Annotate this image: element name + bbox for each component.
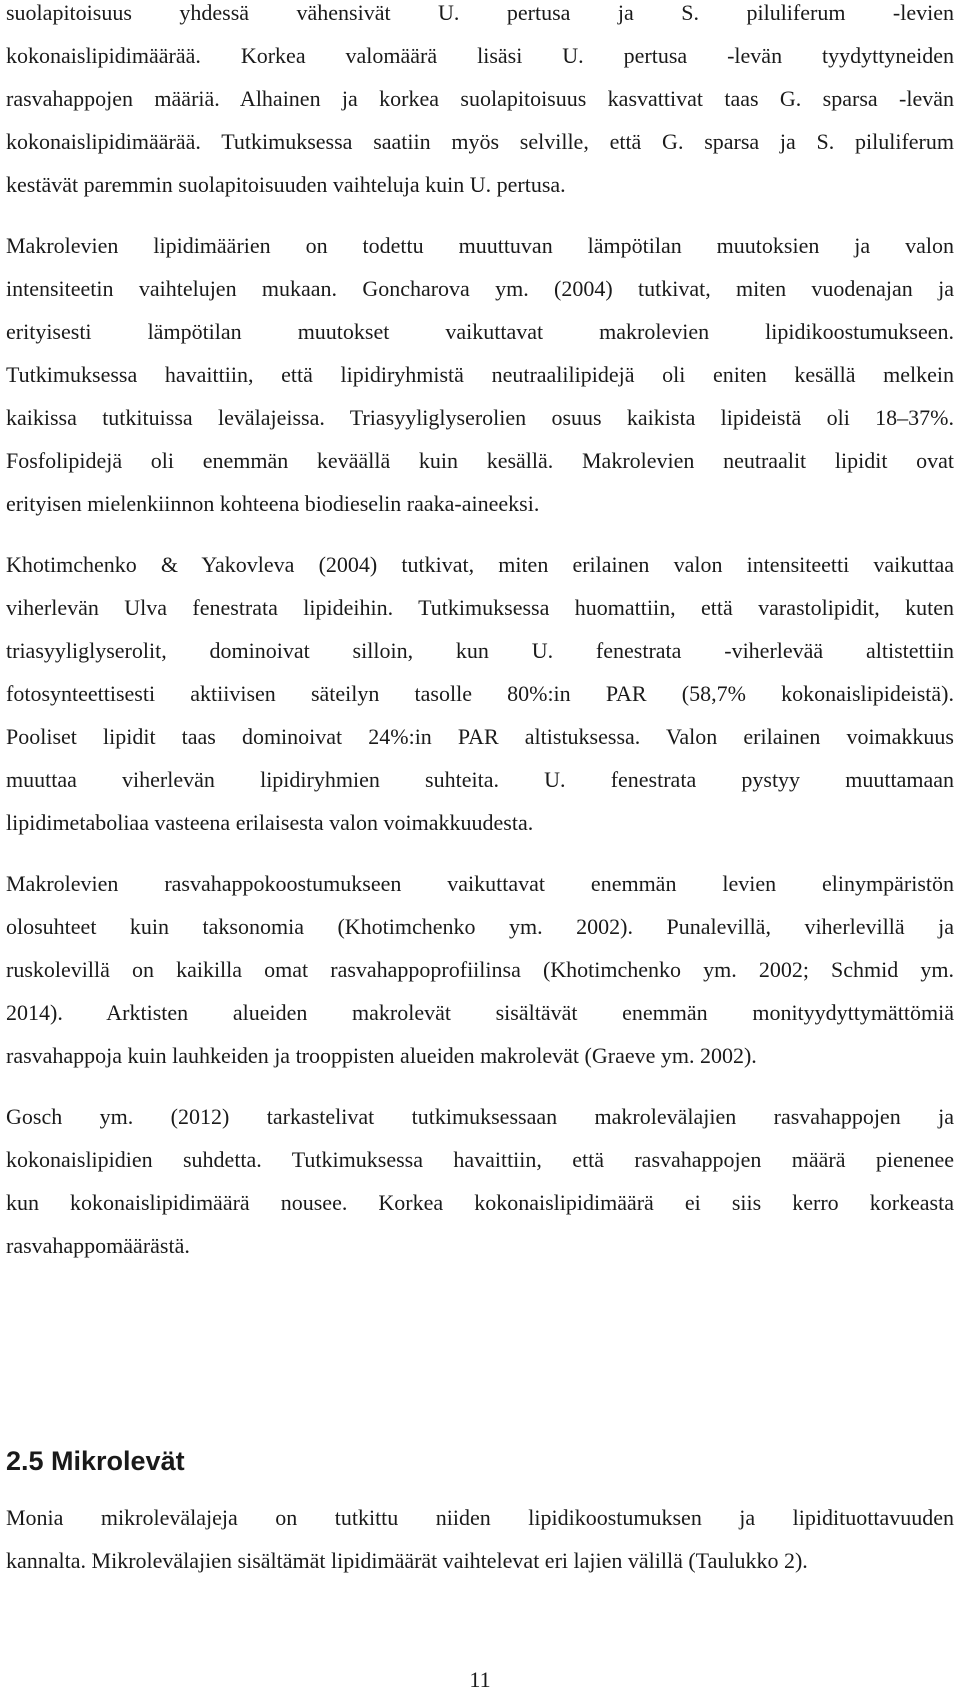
paragraph-1-line-5: kestävät paremmin suolapitoisuuden vaihteluja kuin U. pertusa. — [6, 172, 566, 197]
paragraph-4-line-5: rasvahappoja kuin lauhkeiden ja trooppisten alueiden makrolevät (Graeve ym. 2002). — [6, 1043, 757, 1068]
paragraph-2-line-3: erityisesti lämpötilan muutokset vaikuttavat makrolevien lipidikoostumukseen. — [6, 319, 954, 344]
paragraph-2-line-4: Tutkimuksessa havaittiin, että lipidiryhmistä neutraalilipidejä oli eniten kesällä melkein — [6, 362, 954, 387]
paragraph-3-line-2: viherlevän Ulva fenestrata lipideihin. Tutkimuksessa huomattiin, että varastolipidit, kuten — [6, 595, 954, 620]
paragraph-5-line-3: kun kokonaislipidimäärä nousee. Korkea kokonaislipidimäärä ei siis kerro korkeasta — [6, 1190, 954, 1215]
paragraph-4-line-4: 2014). Arktisten alueiden makrolevät sisältävät enemmän monityydyttymättömiä — [6, 1000, 954, 1025]
section-paragraph-line-2: kannalta. Mikrolevälajien sisältämät lipidimäärät vaihtelevat eri lajien välillä (Taulukko 2). — [6, 1548, 808, 1573]
section-heading: 2.5 Mikrolevät — [6, 1446, 185, 1476]
document-page — [6, 0, 954, 1698]
paragraph-4-line-2: olosuhteet kuin taksonomia (Khotimchenko ym. 2002). Punalevillä, viherlevillä ja — [6, 914, 954, 939]
paragraph-5-line-1: Gosch ym. (2012) tarkastelivat tutkimuksessaan makrolevälajien rasvahappojen ja — [6, 1104, 954, 1129]
paragraph-4-line-3: ruskolevillä on kaikilla omat rasvahappoprofiilinsa (Khotimchenko ym. 2002; Schmid ym. — [6, 957, 954, 982]
paragraph-2-line-5: kaikissa tutkituissa levälajeissa. Triasyyliglyserolien osuus kaikista lipideistä oli 18–37%. — [6, 405, 954, 430]
paragraph-4-line-1: Makrolevien rasvahappokoostumukseen vaikuttavat enemmän levien elinympäristön — [6, 871, 954, 896]
paragraph-2-line-7: erityisen mielenkiinnon kohteena biodieselin raaka-aineeksi. — [6, 491, 540, 516]
paragraph-1-line-3: rasvahappojen määriä. Alhainen ja korkea suolapitoisuus kasvattivat taas G. sparsa -levän — [6, 86, 954, 111]
paragraph-1-line-2: kokonaislipidimäärää. Korkea valomäärä lisäsi U. pertusa -levän tyydyttyneiden — [6, 43, 954, 68]
paragraph-3-line-1: Khotimchenko & Yakovleva (2004) tutkivat, miten erilainen valon intensiteetti vaikuttaa — [6, 552, 954, 577]
section-paragraph-line-1: Monia mikrolevälajeja on tutkittu niiden lipidikoostumuksen ja lipidituottavuuden — [6, 1505, 954, 1530]
paragraph-5-line-2: kokonaislipidien suhdetta. Tutkimuksessa havaittiin, että rasvahappojen määrä pienenee — [6, 1147, 954, 1172]
paragraph-3-line-3: triasyyliglyserolit, dominoivat silloin, kun U. fenestrata -viherlevää altistettiin — [6, 638, 954, 663]
paragraph-3-line-7: lipidimetaboliaa vasteena erilaisesta valon voimakkuudesta. — [6, 810, 534, 835]
paragraph-3-line-4: fotosynteettisesti aktiivisen säteilyn tasolle 80%:in PAR (58,7% kokonaislipideistä). — [6, 681, 954, 706]
paragraph-2-line-1: Makrolevien lipidimäärien on todettu muuttuvan lämpötilan muutoksien ja valon — [6, 233, 954, 258]
paragraph-3-line-5: Pooliset lipidit taas dominoivat 24%:in PAR altistuksessa. Valon erilainen voimakkuus — [6, 724, 954, 749]
page-number: 11 — [469, 1667, 491, 1692]
paragraph-5-line-4: rasvahappomäärästä. — [6, 1233, 190, 1258]
paragraph-1-line-1: suolapitoisuus yhdessä vähensivät U. pertusa ja S. piluliferum -levien — [6, 0, 954, 25]
paragraph-3-line-6: muuttaa viherlevän lipidiryhmien suhteita. U. fenestrata pystyy muuttamaan — [6, 767, 954, 792]
paragraph-2-line-6: Fosfolipidejä oli enemmän keväällä kuin kesällä. Makrolevien neutraalit lipidit ovat — [6, 448, 954, 473]
paragraph-2-line-2: intensiteetin vaihtelujen mukaan. Goncharova ym. (2004) tutkivat, miten vuodenajan ja — [6, 276, 954, 301]
paragraph-1-line-4: kokonaislipidimäärää. Tutkimuksessa saatiin myös selville, että G. sparsa ja S. piluliferum — [6, 129, 954, 154]
